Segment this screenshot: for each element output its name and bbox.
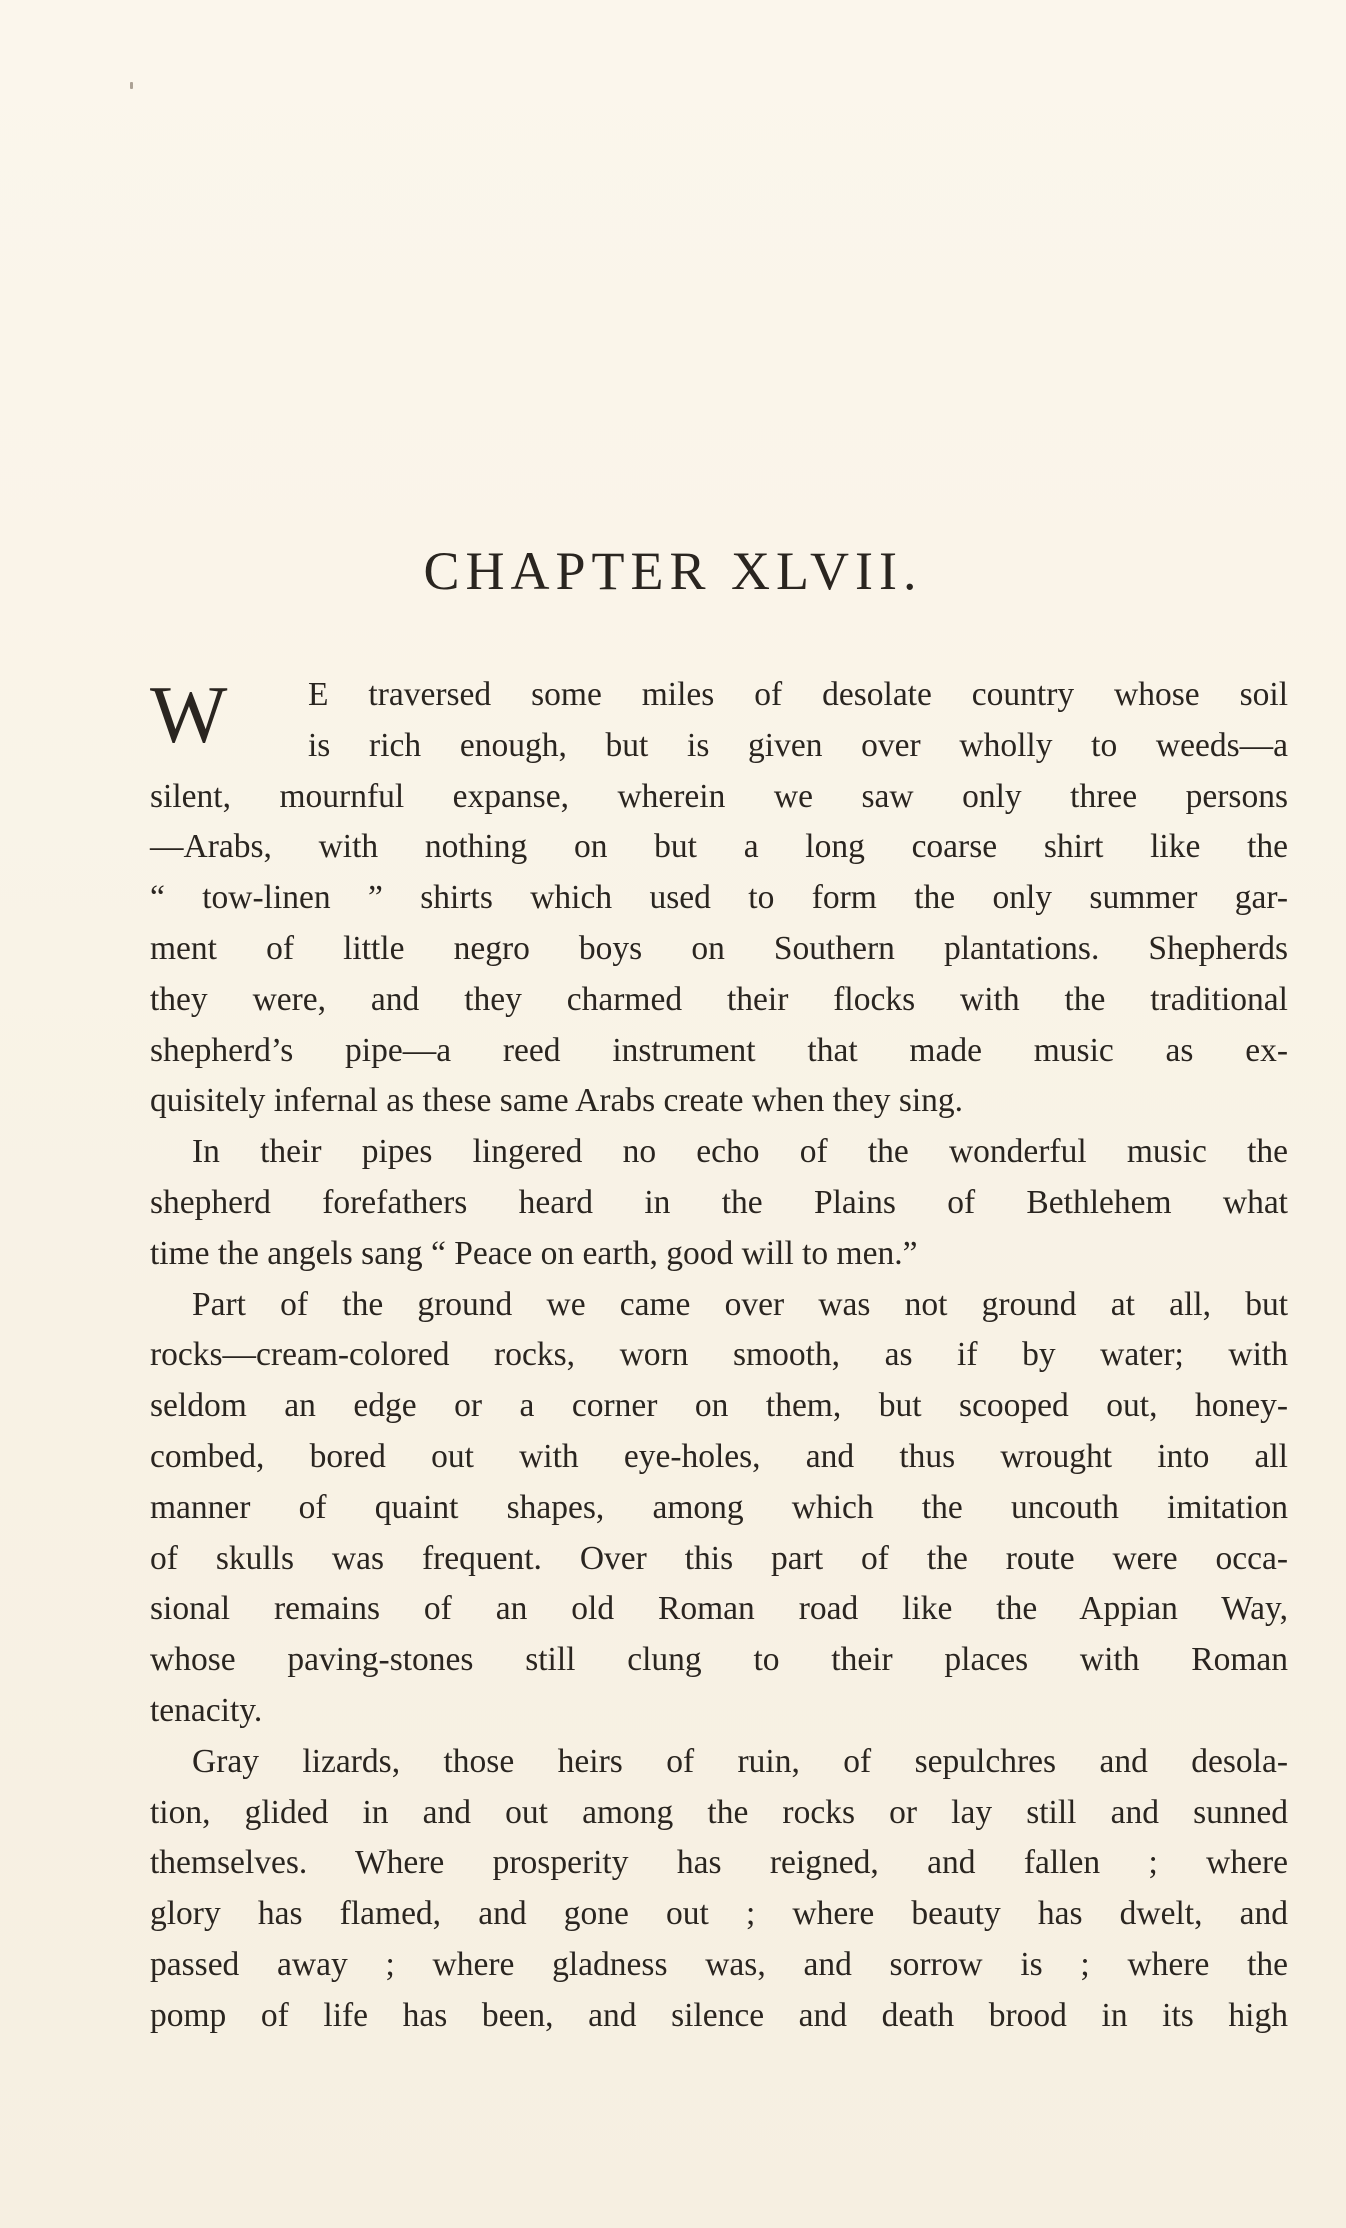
text-line: shepherd forefathers heard in the Plains of Bethlehem what (150, 1183, 1288, 1221)
text-line: is rich enough, but is given over wholly to weeds—a (308, 726, 1288, 764)
text-line: sional remains of an old Roman road like the Appian Way, (150, 1590, 1288, 1628)
text-line: silent, mournful expanse, wherein we saw only three persons (150, 777, 1288, 815)
text-line: Part of the ground we came over was not ground at all, but (192, 1285, 1288, 1323)
text-line: they were, and they charmed their flocks with the traditional (150, 980, 1288, 1018)
text-line: passed away ; where gladness was, and sorrow is ; where the (150, 1945, 1288, 1983)
page-speck (130, 82, 133, 89)
text-line: “ tow-linen ” shirts which used to form the only summer gar- (150, 879, 1288, 917)
text-line: themselves. Where prosperity has reigned, and fallen ; where (150, 1844, 1288, 1882)
text-line: shepherd’s pipe—a reed instrument that made music as ex- (150, 1031, 1288, 1069)
text-line: rocks—cream-colored rocks, worn smooth, as if by water; with (150, 1336, 1288, 1374)
text-line: —Arabs, with nothing on but a long coarse shirt like the (150, 828, 1288, 866)
drop-cap: W (150, 669, 228, 760)
text-line: whose paving-stones still clung to their places with Roman (150, 1641, 1288, 1679)
text-line: seldom an edge or a corner on them, but scooped out, honey- (150, 1387, 1288, 1425)
body-text (150, 670, 1288, 2042)
chapter-title: CHAPTER XLVII. (423, 541, 923, 601)
text-line: pomp of life has been, and silence and death brood in its high (150, 1996, 1288, 2034)
text-line: manner of quaint shapes, among which the uncouth imitation (150, 1488, 1288, 1526)
text-line: Gray lizards, those heirs of ruin, of sepulchres and desola- (192, 1742, 1288, 1780)
text-line: tenacity. (150, 1691, 263, 1729)
text-line: quisitely infernal as these same Arabs create when they sing. (150, 1082, 964, 1120)
text-line: ment of little negro boys on Southern plantations. Shepherds (150, 929, 1288, 967)
text-line: time the angels sang “ Peace on earth, good will to men.” (150, 1234, 918, 1272)
text-line: tion, glided in and out among the rocks or lay still and sunned (150, 1793, 1288, 1831)
text-line: combed, bored out with eye-holes, and thus wrought into all (150, 1437, 1288, 1475)
text-line: In their pipes lingered no echo of the wonderful music the (192, 1133, 1288, 1171)
text-line: glory has flamed, and gone out ; where beauty has dwelt, and (150, 1895, 1288, 1933)
text-line: E traversed some miles of desolate country whose soil (308, 676, 1288, 713)
text-line: of skulls was frequent. Over this part of the route were occa- (150, 1539, 1288, 1577)
